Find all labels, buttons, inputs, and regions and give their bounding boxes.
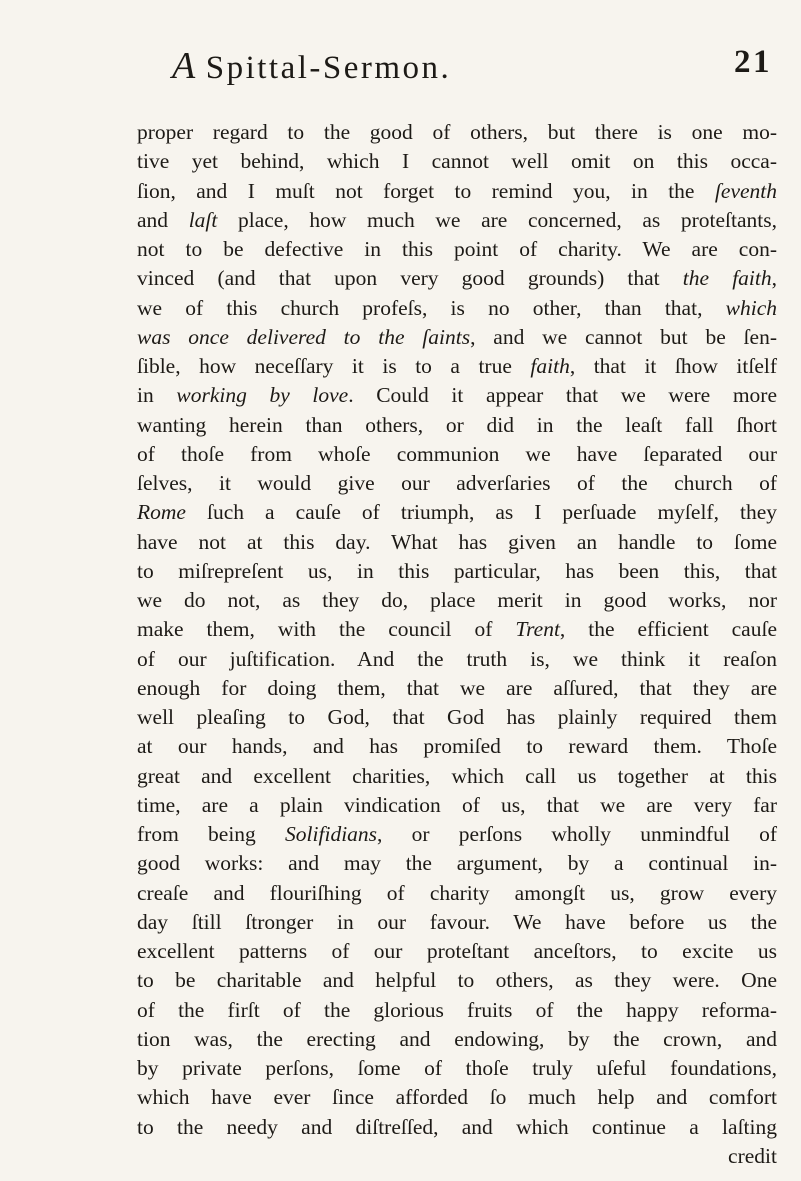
italic-text: Rome <box>137 500 186 525</box>
italic-text: which <box>725 295 777 320</box>
text-line <box>137 820 777 849</box>
text-line <box>137 206 777 235</box>
italic-text: the faith <box>682 266 772 291</box>
text-span: to be charitable and helpful to others, as they were. One <box>137 968 777 993</box>
body-text <box>137 118 777 1171</box>
text-span: enough for doing them, that we are aſſured, that they are <box>137 675 777 700</box>
text-span: which have ever ſince afforded ſo much help and comfort <box>137 1085 777 1110</box>
text-span: ſelves, it would give our adverſaries of the church of <box>137 471 777 495</box>
text-span: by private perſons, ſome of thoſe truly uſeful foundations, <box>137 1056 777 1080</box>
text-line <box>137 996 777 1025</box>
text-span: , the efficient cauſe <box>559 617 777 642</box>
text-span: good works: and may the argument, by a continual in- <box>137 851 777 876</box>
text-span: credit <box>728 1143 777 1168</box>
italic-text: Trent <box>515 617 560 642</box>
text-span: creaſe and flouriſhing of charity amongſt us, grow every <box>137 880 777 905</box>
text-line <box>137 762 777 791</box>
text-line <box>137 411 777 440</box>
text-line <box>137 528 777 557</box>
text-line <box>137 586 777 615</box>
text-line <box>137 118 777 147</box>
italic-text: Solifidians <box>285 822 378 846</box>
text-span: , or perſons wholly unmindful of <box>377 822 778 846</box>
text-span: tive yet behind, which I cannot well omit on this occa- <box>137 149 777 174</box>
text-line <box>137 1054 777 1083</box>
text-line <box>137 732 777 761</box>
text-span: ſion, and I muſt not forget to remind you, in the <box>137 178 715 203</box>
text-span: in <box>137 383 177 408</box>
text-span: of thoſe from whoſe communion we have ſeparated our <box>137 441 777 466</box>
italic-text: faith <box>530 354 570 378</box>
text-line <box>137 440 777 469</box>
text-span: have not at this day. What has given an handle to ſome <box>137 529 777 554</box>
text-line <box>137 469 777 498</box>
text-line <box>137 849 777 878</box>
text-span: not to be defective in this point of charity. We are con- <box>137 237 777 261</box>
text-line <box>137 791 777 820</box>
running-head-title: Spittal-Sermon. <box>205 50 452 86</box>
text-span: make them, with the council of <box>137 617 516 642</box>
text-span: to miſrepreſent us, in this particular, has been this, that <box>137 558 777 583</box>
text-span: from being <box>137 822 286 846</box>
text-line <box>137 645 777 674</box>
running-head-lead-letter: A <box>172 45 198 87</box>
text-line <box>137 1142 777 1171</box>
text-span: day ſtill ſtronger in our favour. We have before us the <box>137 909 777 934</box>
text-span: vinced (and that upon very good grounds) that <box>137 266 683 291</box>
text-line <box>137 498 777 527</box>
running-head <box>172 44 772 110</box>
text-line <box>137 908 777 937</box>
text-line <box>137 177 777 206</box>
text-span: proper regard to the good of others, but there is one mo- <box>137 120 777 144</box>
italic-text: ſeventh <box>714 178 777 203</box>
text-line <box>137 1083 777 1112</box>
text-line <box>137 294 777 323</box>
text-span: time, are a plain vindication of us, that we are very far <box>137 792 777 817</box>
text-span: and <box>137 207 189 232</box>
text-span: of the firſt of the glorious fruits of the happy reforma- <box>137 997 777 1022</box>
text-line <box>137 235 777 264</box>
text-span: to the needy and diſtreſſed, and which continue a laſting <box>137 1114 777 1139</box>
text-line <box>137 615 777 644</box>
text-span: , and we cannot but be ſen- <box>470 324 777 349</box>
text-line <box>137 879 777 908</box>
page-number: 21 <box>734 44 772 80</box>
italic-text: laſt <box>188 207 218 232</box>
text-line <box>137 937 777 966</box>
text-span: at our hands, and has promiſed to reward them. Thoſe <box>137 734 777 759</box>
italic-text: working by love <box>176 383 349 408</box>
text-line <box>137 147 777 176</box>
text-line <box>137 1025 777 1054</box>
text-line <box>137 557 777 586</box>
text-span: place, how much we are concerned, as proteſtants, <box>217 207 777 232</box>
text-line <box>137 381 777 410</box>
text-span: , that it ſhow itſelf <box>569 354 777 378</box>
text-line <box>137 352 777 381</box>
text-span: ſible, how neceſſary it is to a true <box>137 354 531 378</box>
text-span: , <box>771 266 778 291</box>
text-line <box>137 323 777 352</box>
text-span: we of this church profeſs, is no other, than that, <box>137 295 726 320</box>
text-span: wanting herein than others, or did in the leaſt fall ſhort <box>137 412 777 437</box>
text-span: well pleaſing to God, that God has plainly required them <box>137 705 777 729</box>
text-span: of our juſtification. And the truth is, we think it reaſon <box>137 646 777 671</box>
text-line <box>137 674 777 703</box>
text-line <box>137 966 777 995</box>
text-line <box>137 703 777 732</box>
text-span: tion was, the erecting and endowing, by the crown, and <box>137 1026 777 1051</box>
text-span: great and excellent charities, which call us together at this <box>137 763 777 788</box>
text-span: . Could it appear that we were more <box>348 383 777 408</box>
text-span: we do not, as they do, place merit in good works, nor <box>137 588 777 612</box>
text-span: excellent patterns of our proteſtant anceſtors, to excite us <box>137 939 777 963</box>
text-span: ſuch a cauſe of triumph, as I perſuade myſelf, they <box>185 500 777 525</box>
text-line <box>137 264 777 293</box>
text-line <box>137 1113 777 1142</box>
italic-text: was once delivered to the ſaints <box>137 324 471 349</box>
